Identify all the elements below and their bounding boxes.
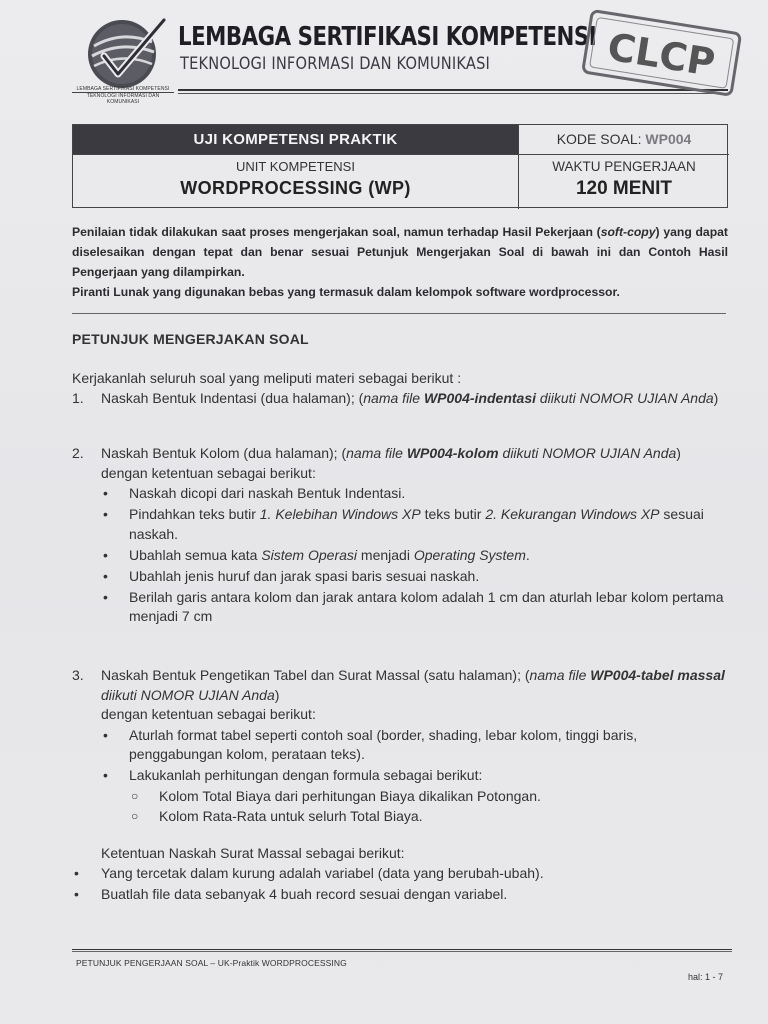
item-text: ) xyxy=(274,686,280,703)
bullet-text: Ubahlah jenis huruf dan jarak spasi baris sesuai naskah. xyxy=(129,567,480,584)
item-3-bullets xyxy=(101,726,728,786)
bullet-text: Pindahkan teks butir xyxy=(129,506,260,522)
bullet-text: teks butir xyxy=(420,506,486,522)
bullet-icon: • xyxy=(103,726,108,743)
bullet-text: Yang tercetak dalam kurung adalah variabel (data yang berubah-ubah). xyxy=(101,864,544,881)
intro-paragraph-1 xyxy=(72,222,728,282)
item-text: dengan ketentuan sebagai berikut: xyxy=(101,706,316,722)
item-number: 1. xyxy=(72,389,84,406)
list-item xyxy=(101,505,728,544)
logo-caption xyxy=(72,86,174,105)
item-number: 2. xyxy=(72,445,84,461)
item-text: ) xyxy=(713,389,719,406)
list-item xyxy=(101,726,728,765)
mail-merge-lead: Ketentuan Naskah Surat Massal sebagai berikut: xyxy=(101,845,405,861)
bullet-icon: • xyxy=(103,588,108,605)
item-text-italic: nama file xyxy=(529,667,591,683)
bullet-text: Aturlah format tabel seperti contoh soal (border, shading, lebar kolom, tinggi baris, penggabungan kolom, perataan teks). xyxy=(129,726,638,762)
assessment-intro xyxy=(72,222,728,302)
bullet-icon: • xyxy=(103,506,108,522)
org-subtitle: TEKNOLOGI INFORMASI DAN KOMUNIKASI xyxy=(180,54,491,74)
instructions xyxy=(72,369,728,906)
item-text: Naskah Bentuk Pengetikan Tabel dan Surat Massal (satu halaman); ( xyxy=(101,667,530,683)
bullet-text: Berilah garis antara kolom dan jarak antara kolom adalah 1 cm dan aturlah lebar kolom pertama menjadi 7 cm xyxy=(129,588,724,624)
item-text: Naskah Bentuk Kolom (dua halaman); ( xyxy=(101,445,347,461)
bullet-icon: • xyxy=(74,864,79,881)
instruction-item-3 xyxy=(72,666,728,904)
list-item xyxy=(101,484,728,504)
bullet-text-italic: Operating System xyxy=(413,546,526,563)
intro-text: ) yang dapat diselesaikan dengan tepat dan benar sesuai Petunjuk Mengerjakan Soal di bawah ini dan Contoh Hasil Pengerjaan yang dilampirkan. xyxy=(72,225,728,279)
clcp-stamp xyxy=(574,2,749,113)
bullet-icon: • xyxy=(103,546,108,563)
circle-bullet-icon: ○ xyxy=(131,789,139,803)
item-filename: WP004-indentasi xyxy=(423,389,536,406)
list-item xyxy=(101,567,728,587)
unit-label: UNIT KOMPETENSI xyxy=(236,159,355,174)
bullet-text: Naskah dicopi dari naskah Bentuk Indentasi. xyxy=(129,485,406,501)
bullet-text: Buatlah file data sebanyak 4 buah record sesuai dengan variabel. xyxy=(101,885,508,902)
bullet-icon: • xyxy=(103,485,108,501)
bullet-icon: • xyxy=(74,885,79,902)
item-text-italic: diikuti NOMOR UJIAN Anda xyxy=(498,445,677,461)
item-text: ) dengan ketentuan sebagai berikut: xyxy=(101,445,681,481)
item-filename: WP004-tabel massal xyxy=(590,667,725,683)
item-2-bullets xyxy=(101,484,728,627)
section-title: PETUNJUK MENGERJAKAN SOAL xyxy=(72,331,309,347)
duration-label: WAKTU PENGERJAAN xyxy=(552,159,696,174)
sub-item-text: Kolom Total Biaya dari perhitungan Biaya dikalikan Potongan. xyxy=(159,788,541,804)
exam-type-banner: UJI KOMPETENSI PRAKTIK xyxy=(73,125,518,154)
exam-code-label: KODE SOAL: xyxy=(556,131,642,147)
sub-list-item xyxy=(101,787,728,807)
exam-code xyxy=(519,125,729,154)
duration-value: 120 MENIT xyxy=(575,178,673,199)
instructions-lead: Kerjakanlah seluruh soal yang meliputi materi sebagai berikut : xyxy=(72,370,462,386)
sub-item-text: Kolom Rata-Rata untuk selurh Total Biaya. xyxy=(159,807,423,824)
sub-list-item xyxy=(101,807,728,827)
org-title: LEMBAGA SERTIFIKASI KOMPETENSI xyxy=(178,22,597,52)
logo-caption-line-2: TEKNOLOGI INFORMASI DAN KOMUNIKASI xyxy=(72,92,174,105)
footer-divider-thin xyxy=(72,951,732,952)
list-item xyxy=(72,864,728,884)
spacer xyxy=(101,826,728,844)
item-filename: WP004-kolom xyxy=(406,445,499,461)
instruction-item-2 xyxy=(72,444,728,627)
item-text-italic: diikuti NOMOR UJIAN Anda xyxy=(536,389,714,406)
exam-info-box xyxy=(72,124,728,208)
bullet-text: sesuai naskah. xyxy=(129,506,704,542)
lsk-logo xyxy=(82,12,166,96)
logo-caption-line-1: LEMBAGA SERTIFIKASI KOMPETENSI xyxy=(76,86,170,92)
page-number: hal: 1 - 7 xyxy=(688,972,724,982)
intro-softcopy: soft-copy xyxy=(600,225,656,239)
spacer xyxy=(72,408,728,444)
bullet-text: . xyxy=(525,546,530,563)
stamp-text: CLCP xyxy=(604,24,719,86)
list-item xyxy=(101,546,728,566)
bullet-text: Ubahlah semua kata xyxy=(129,546,262,563)
item-text-italic: nama file xyxy=(363,389,424,406)
instruction-item-1 xyxy=(72,389,728,409)
intro-paragraph-2: Piranti Lunak yang digunakan bebas yang termasuk dalam kelompok software wordprocessor. xyxy=(72,285,620,299)
exam-code-value: WP004 xyxy=(645,131,692,147)
list-item xyxy=(101,588,728,627)
footer-title: PETUNJUK PENGERJAAN SOAL – UK-Praktik WORDPROCESSING xyxy=(76,958,347,968)
list-item xyxy=(101,766,728,786)
bullet-text-italic: 1. Kelebihan Windows XP xyxy=(259,506,421,522)
item-text-italic: nama file xyxy=(346,445,407,461)
intro-divider xyxy=(72,313,726,314)
circle-bullet-icon: ○ xyxy=(131,808,139,823)
unit-name: WORDPROCESSING (WP) xyxy=(180,178,411,198)
bullet-text-italic: Sistem Operasi xyxy=(261,546,358,563)
bullet-text: Lakukanlah perhitungan dengan formula sebagai berikut: xyxy=(129,767,483,783)
exam-box-divider-h xyxy=(73,154,729,155)
intro-text: Penilaian tidak dilakukan saat proses mengerjakan soal, namun terhadap Hasil Pekerjaan ( xyxy=(72,225,601,239)
item-text: Naskah Bentuk Indentasi (dua halaman); ( xyxy=(101,389,364,406)
bullet-text: menjadi xyxy=(357,546,414,563)
bullet-icon: • xyxy=(103,767,108,783)
item-number: 3. xyxy=(72,667,84,683)
bullet-text-italic: 2. Kekurangan Windows XP xyxy=(485,506,660,522)
list-item xyxy=(72,885,728,905)
spacer xyxy=(72,628,728,666)
footer-divider xyxy=(72,949,732,950)
bullet-icon: • xyxy=(103,567,108,584)
item-text-italic: diikuti NOMOR UJIAN Anda xyxy=(101,686,275,703)
